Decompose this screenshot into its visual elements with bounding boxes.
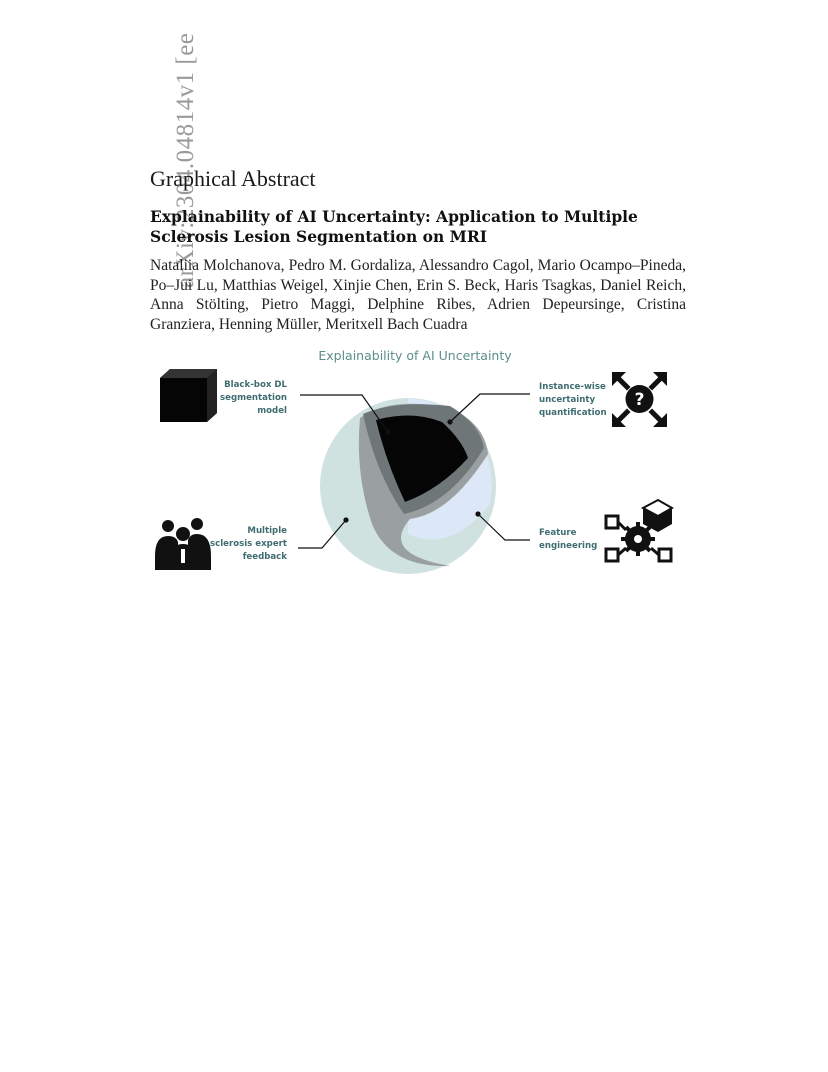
cube-icon — [160, 369, 217, 422]
label-blackbox-model: Black-box DL segmentation model — [220, 380, 287, 416]
gears-cubes-icon — [606, 500, 672, 561]
svg-text:?: ? — [634, 390, 645, 410]
label-instance-uncertainty: Instance-wise uncertainty quantification — [539, 382, 607, 418]
label-expert-feedback: Multiple sclerosis expert feedback — [210, 526, 287, 562]
paper-title: Explainability of AI Uncertainty: Application to Multiple Sclerosis Lesion Segmentation on MRI — [150, 207, 638, 246]
graphical-abstract-figure — [150, 344, 680, 584]
author-list: Nataliia Molchanova, Pedro M. Gordaliza, Alessandro Cagol, Mario Ocampo–Pineda, Po–Jui Lu, Matthias Weigel, Xinjie Chen, Erin S. Beck, Haris Tsagkas, Daniel Reich, Anna Stölting, Pietro Maggi, Delphine Ribes, Adrien Depeursinge, Cristina Granziera, Henning Müller, Meritxell Bach Cuadra — [150, 257, 686, 333]
arxiv-id: arXiv:2304.04814v1 [ee — [172, 32, 199, 288]
figure-title: Explainability of AI Uncertainty — [318, 348, 512, 363]
label-feature-engineering: Feature engineering — [539, 528, 598, 551]
people-group-icon — [155, 518, 211, 570]
question-arrows-icon — [612, 372, 667, 427]
uncertainty-sphere — [320, 398, 496, 574]
graphical-abstract-heading: Graphical Abstract — [150, 166, 316, 191]
